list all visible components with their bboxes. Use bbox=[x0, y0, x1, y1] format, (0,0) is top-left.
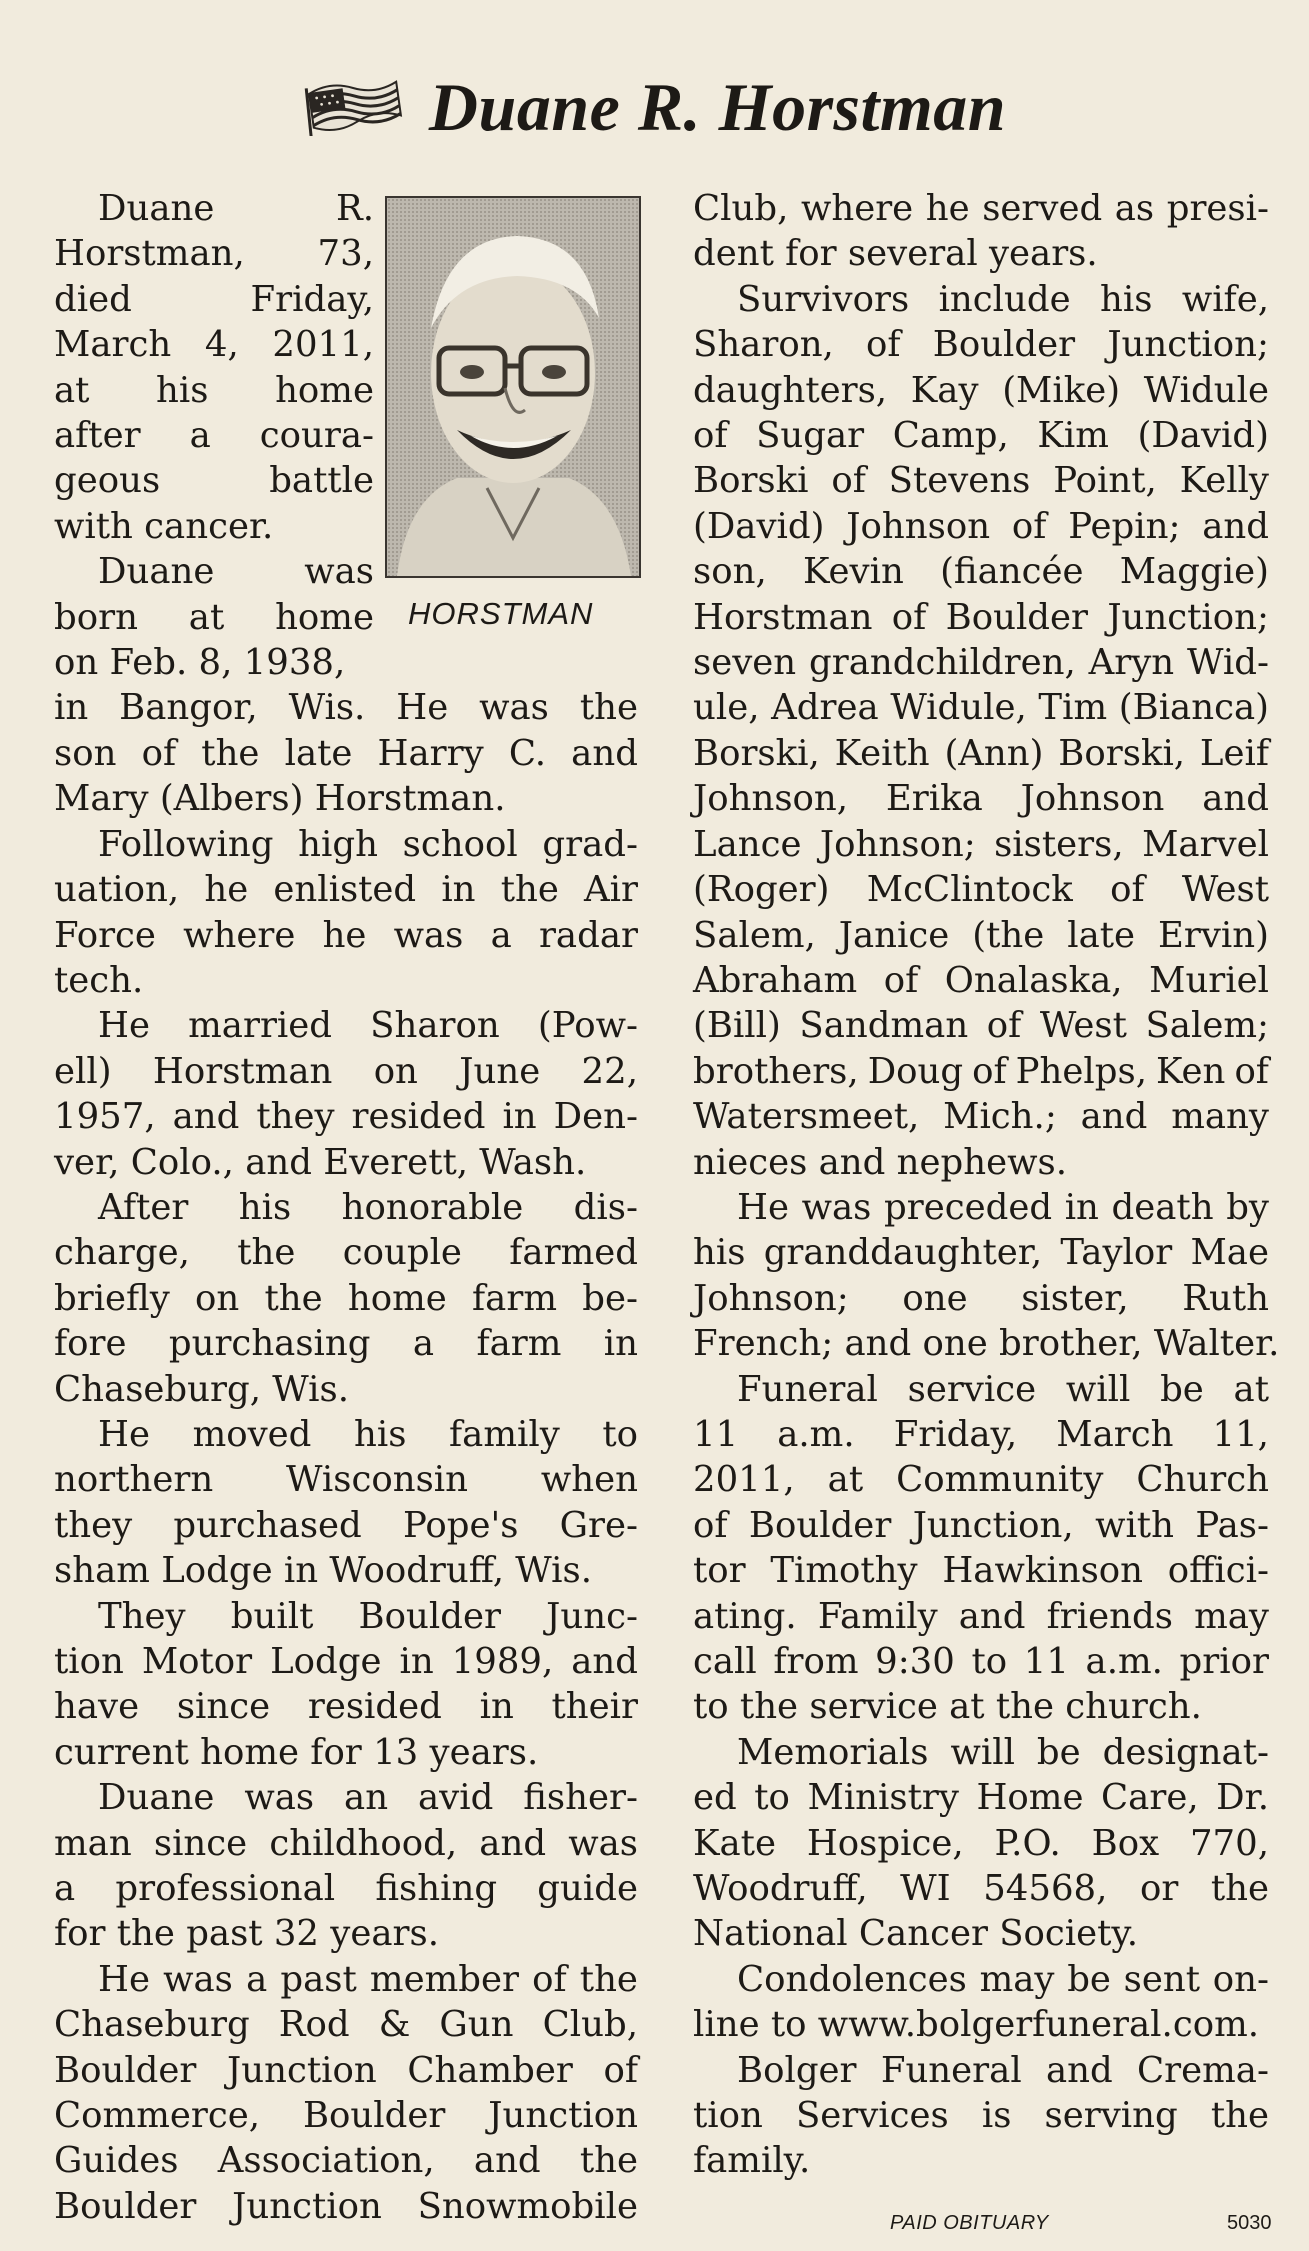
text-line: Woodruff, WI 54568, or the bbox=[693, 1868, 1269, 1910]
text-line: they purchased Pope's Gre- bbox=[54, 1504, 638, 1546]
text-line: Chaseburg, Wis. bbox=[54, 1368, 349, 1410]
text-line: Condolences may be sent on- bbox=[737, 1958, 1269, 2000]
text-line: uation, he enlisted in the Air bbox=[54, 869, 638, 911]
text-line: nieces and nephews. bbox=[693, 1141, 1068, 1183]
text-line: charge, the couple farmed bbox=[54, 1232, 638, 1274]
text-line: Club, where he served as presi- bbox=[693, 188, 1269, 229]
text-line: (Bill) Sandman of West Salem; bbox=[693, 1005, 1269, 1047]
text-line: ver, Colo., and Everett, Wash. bbox=[54, 1141, 587, 1183]
text-line: in Bangor, Wis. He was the bbox=[54, 687, 638, 729]
text-line: current home for 13 years. bbox=[54, 1731, 539, 1773]
text-line: Horstman, 73, bbox=[54, 233, 374, 275]
text-line: of Sugar Camp, Kim (David) bbox=[693, 415, 1269, 457]
photo-caption: HORSTMAN bbox=[408, 596, 594, 631]
text-line: for the past 32 years. bbox=[54, 1913, 440, 1955]
text-line: brothers, Doug of Phelps, Ken of bbox=[693, 1050, 1269, 1092]
obituary-header bbox=[0, 62, 1309, 152]
ad-code: 5030 bbox=[1227, 2212, 1272, 2234]
text-line: Johnson, Erika Johnson and bbox=[693, 778, 1269, 820]
text-line: National Cancer Society. bbox=[693, 1913, 1139, 1955]
text-line: seven grandchildren, Aryn Wid- bbox=[693, 642, 1269, 684]
text-line: daughters, Kay (Mike) Widule bbox=[693, 369, 1269, 411]
text-line: tor Timothy Hawkinson offici- bbox=[693, 1550, 1269, 1592]
text-line: Survivors include his wife, bbox=[737, 278, 1269, 320]
right-column bbox=[693, 186, 1280, 2184]
american-flag-icon bbox=[303, 74, 403, 140]
text-line: died Friday, bbox=[54, 278, 374, 320]
text-line: 2011, at Community Church bbox=[693, 1459, 1269, 1501]
text-line: Following high school grad- bbox=[98, 823, 638, 865]
text-line: March 4, 2011, bbox=[54, 324, 374, 366]
text-line: dent for several years. bbox=[693, 233, 1098, 275]
text-line: have since resided in their bbox=[54, 1686, 638, 1728]
text-line: northern Wisconsin when bbox=[54, 1459, 638, 1501]
text-line: Borski, Keith (Ann) Borski, Leif bbox=[693, 732, 1269, 774]
text-line: family. bbox=[693, 2140, 811, 2182]
wrapped-intro bbox=[54, 186, 374, 685]
text-line: sham Lodge in Woodruff, Wis. bbox=[54, 1550, 593, 1592]
text-line: tion Motor Lodge in 1989, and bbox=[54, 1641, 638, 1682]
text-line: Boulder Junction Snowmobile bbox=[54, 2185, 638, 2227]
text-line: ating. Family and friends may bbox=[693, 1595, 1269, 1637]
text-line: French; and one brother, Walter. bbox=[693, 1323, 1280, 1365]
text-line: 11 a.m. Friday, March 11, bbox=[693, 1413, 1269, 1455]
left-body bbox=[54, 685, 638, 2229]
text-line: briefly on the home farm be- bbox=[54, 1277, 638, 1319]
text-line: (David) Johnson of Pepin; and bbox=[693, 505, 1269, 547]
text-line: after a coura- bbox=[54, 415, 374, 457]
text-line: geous battle bbox=[54, 460, 374, 502]
text-line: After his honorable dis- bbox=[98, 1186, 638, 1228]
text-line: Force where he was a radar bbox=[54, 914, 638, 956]
text-line: of Boulder Junction, with Pas- bbox=[693, 1504, 1269, 1546]
text-line: tion Services is serving the bbox=[693, 2095, 1269, 2137]
text-line: He was a past member of the bbox=[98, 1958, 638, 2000]
text-line: at his home bbox=[54, 369, 374, 411]
text-line: Duane was an avid fisher- bbox=[98, 1777, 638, 1819]
text-line: He was preceded in death by bbox=[737, 1186, 1269, 1228]
text-line: Boulder Junction Chamber of bbox=[54, 2049, 638, 2091]
text-line: Duane R. bbox=[98, 188, 374, 229]
text-line: Kate Hospice, P.O. Box 770, bbox=[693, 1822, 1269, 1864]
text-line: ule, Adrea Widule, Tim (Bianca) bbox=[693, 687, 1269, 729]
text-line: on Feb. 8, 1938, bbox=[54, 642, 346, 684]
text-line: born at home bbox=[54, 596, 374, 638]
text-line: Commerce, Boulder Junction bbox=[54, 2095, 638, 2137]
text-line: He married Sharon (Pow- bbox=[98, 1005, 638, 1047]
text-line: ed to Ministry Home Care, Dr. bbox=[693, 1777, 1269, 1819]
text-line: Mary (Albers) Horstman. bbox=[54, 778, 506, 820]
text-line: son of the late Harry C. and bbox=[54, 732, 638, 774]
obituary-footer bbox=[0, 2212, 1309, 2248]
text-line: Salem, Janice (the late Ervin) bbox=[693, 914, 1269, 956]
text-line: They built Boulder Junc- bbox=[98, 1595, 638, 1637]
text-line: Duane was bbox=[98, 551, 374, 593]
text-line: Horstman of Boulder Junction; bbox=[693, 596, 1269, 638]
text-line: man since childhood, and was bbox=[54, 1822, 638, 1864]
text-line: (Roger) McClintock of West bbox=[693, 869, 1269, 911]
text-line: to the service at the church. bbox=[693, 1686, 1202, 1728]
left-column bbox=[54, 186, 638, 2229]
text-line: Abraham of Onalaska, Muriel bbox=[693, 959, 1269, 1001]
text-line: his granddaughter, Taylor Mae bbox=[693, 1232, 1269, 1274]
text-line: Johnson; one sister, Ruth bbox=[693, 1277, 1269, 1319]
text-line: ell) Horstman on June 22, bbox=[54, 1050, 638, 1092]
text-line: Borski of Stevens Point, Kelly bbox=[693, 460, 1269, 502]
text-line: Sharon, of Boulder Junction; bbox=[693, 324, 1269, 366]
paid-obituary-label: PAID OBITUARY bbox=[890, 2212, 1049, 2234]
text-line: a professional fishing guide bbox=[54, 1868, 638, 1910]
text-line: He moved his family to bbox=[98, 1413, 638, 1455]
text-line: tech. bbox=[54, 959, 144, 1001]
text-line: Chaseburg Rod & Gun Club, bbox=[54, 2004, 638, 2046]
text-line: Bolger Funeral and Crema- bbox=[737, 2049, 1269, 2091]
text-line: 1957, and they resided in Den- bbox=[54, 1096, 638, 1138]
text-line: Guides Association, and the bbox=[54, 2140, 638, 2182]
text-line: Watersmeet, Mich.; and many bbox=[693, 1096, 1269, 1138]
text-line: call from 9:30 to 11 a.m. prior bbox=[693, 1641, 1269, 1682]
text-line: with cancer. bbox=[54, 505, 274, 547]
text-line: fore purchasing a farm in bbox=[54, 1323, 638, 1365]
text-line: son, Kevin (fiancée Maggie) bbox=[693, 551, 1269, 593]
text-line: Memorials will be designat- bbox=[737, 1731, 1269, 1773]
text-line: Lance Johnson; sisters, Marvel bbox=[693, 823, 1269, 865]
text-line: line to www.bolgerfuneral.com. bbox=[693, 2004, 1260, 2046]
text-line: Funeral service will be at bbox=[737, 1368, 1269, 1410]
obituary-title: Duane R. Horstman bbox=[428, 68, 1007, 145]
